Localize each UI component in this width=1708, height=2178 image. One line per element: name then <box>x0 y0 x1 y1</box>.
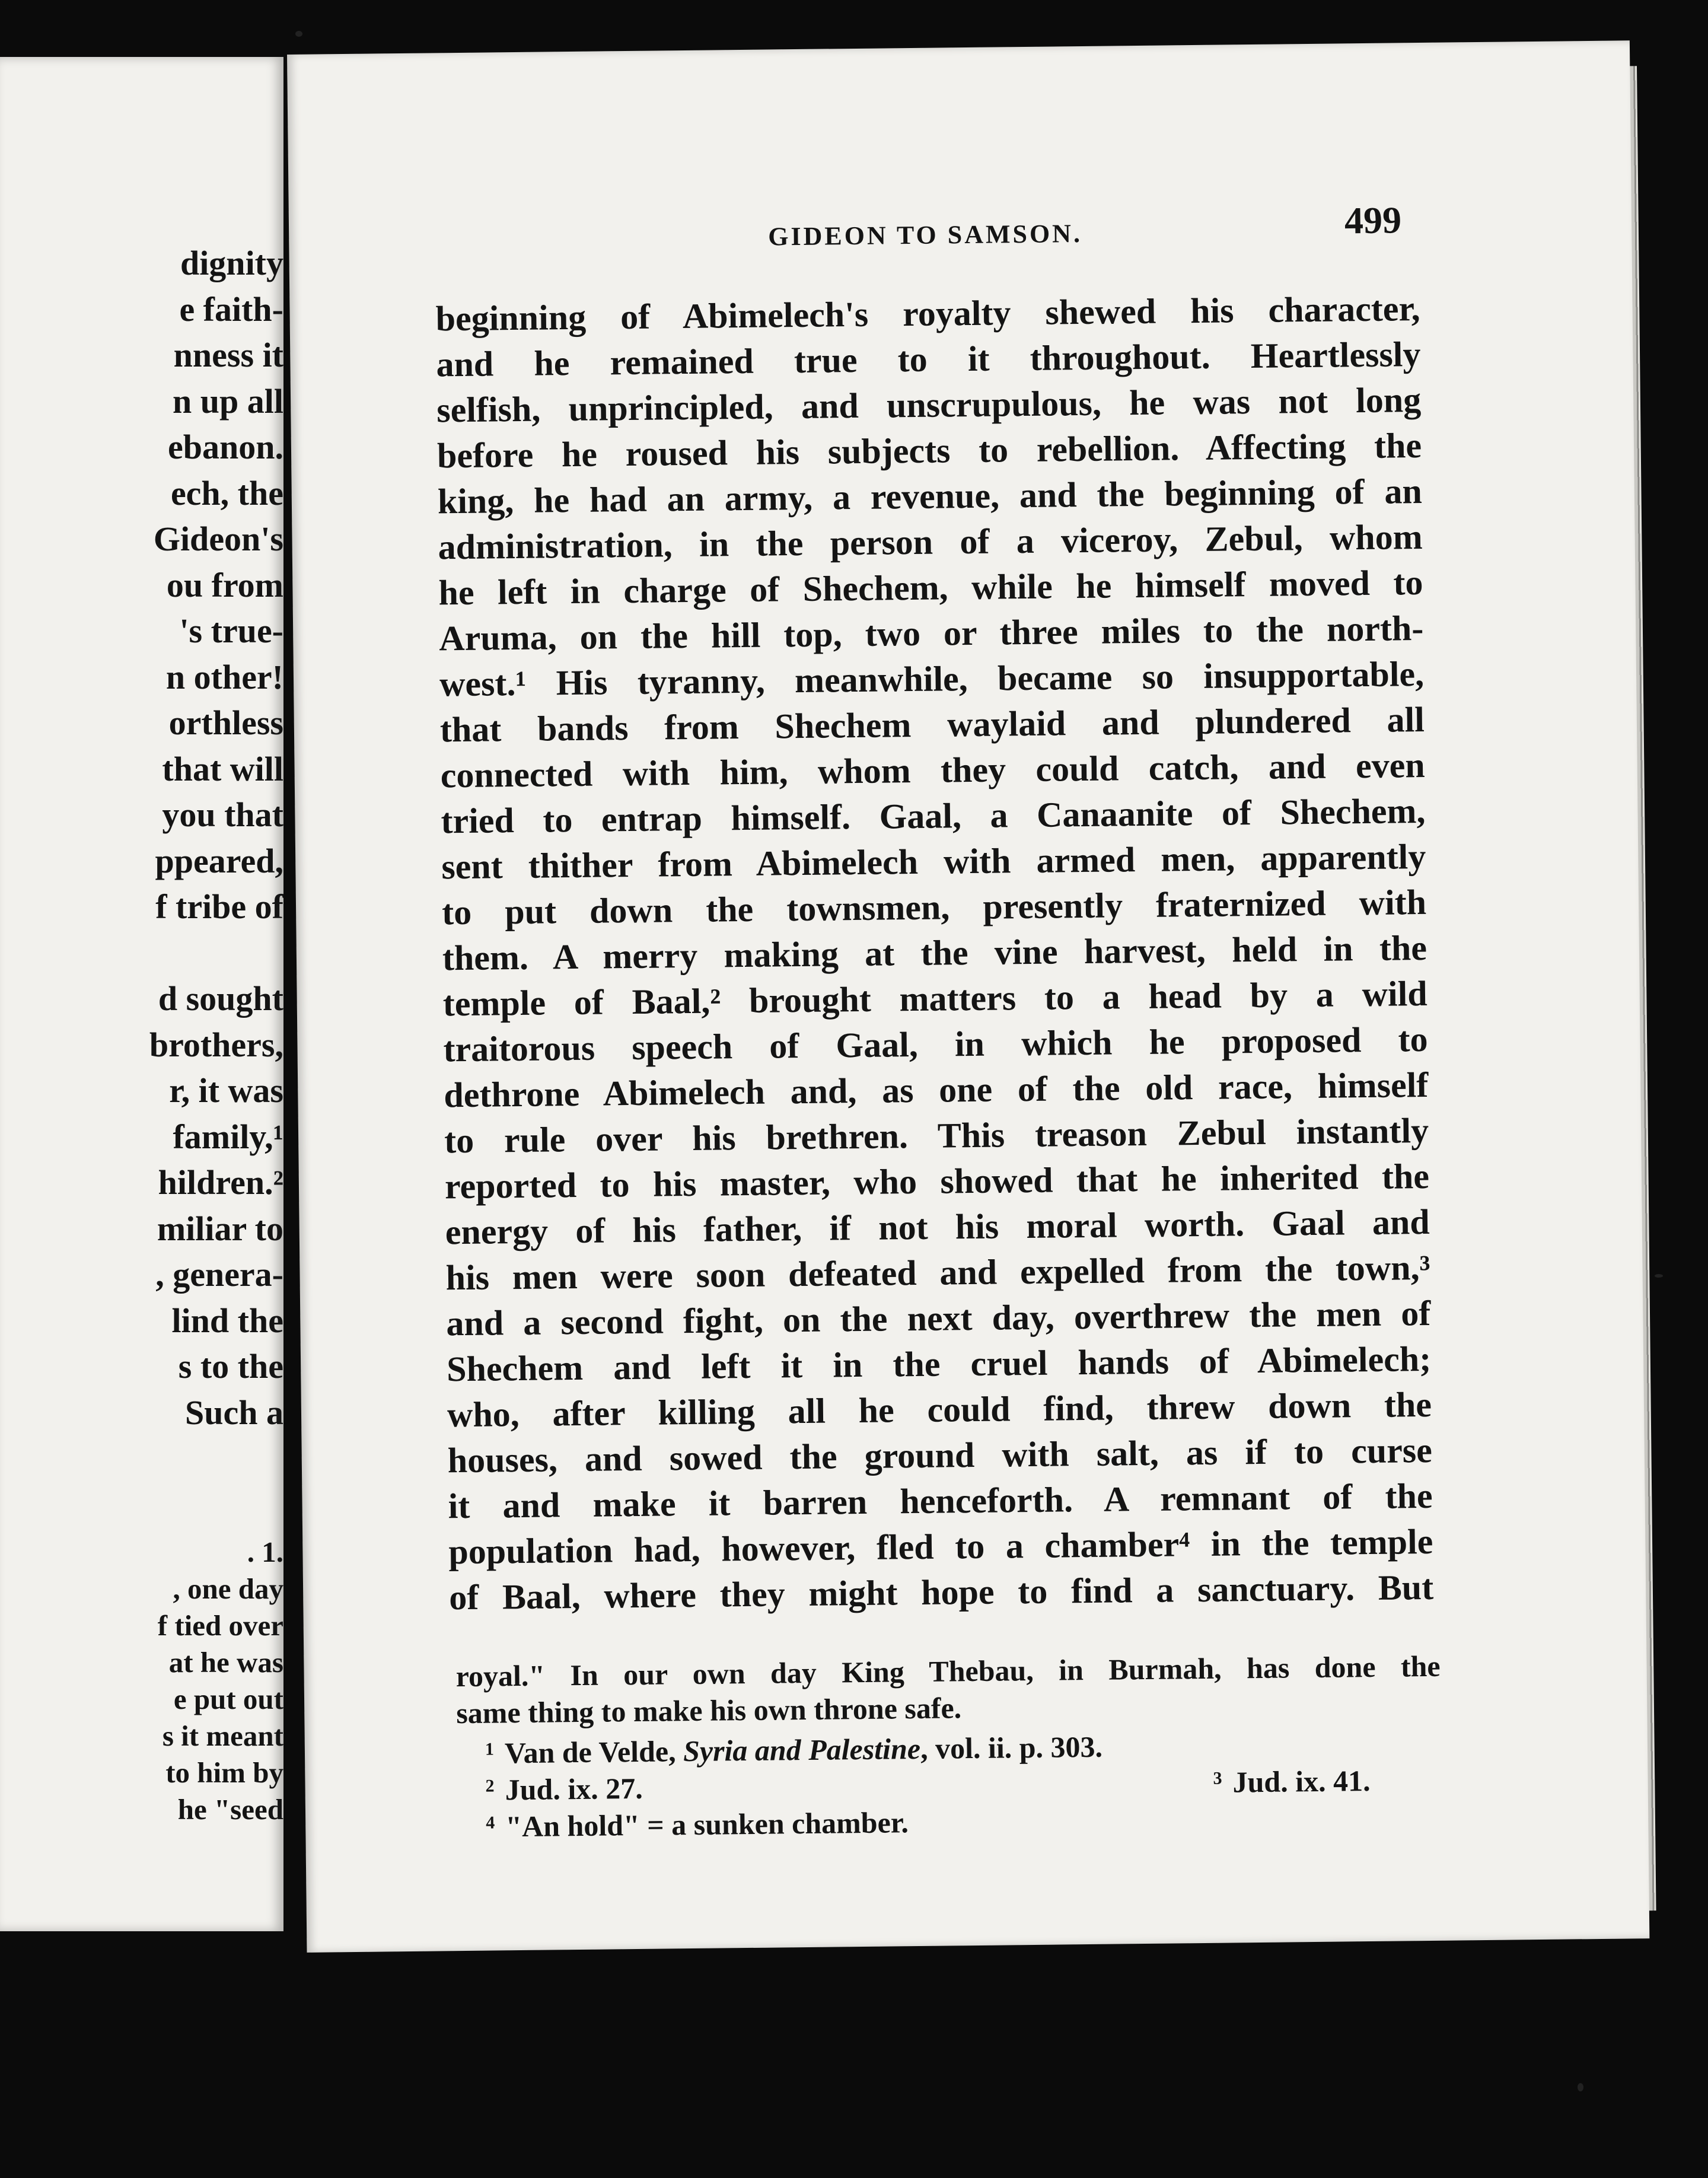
left-body-line: family,¹ <box>173 1117 283 1156</box>
left-note-line: he "seed <box>177 1793 283 1826</box>
body-line: Aruma, on the hill top, two or three miles to the north- <box>438 608 1424 658</box>
left-note-line: e put out <box>173 1683 283 1715</box>
body-line: Shechem and left it in the cruel hands of Abimelech; <box>446 1339 1432 1389</box>
body-line: reported to his master, who showed that he inherited the <box>444 1156 1430 1206</box>
body-line: traitorous speech of Gaal, in which he proposed to <box>443 1019 1428 1069</box>
footnote-continued-line: royal." In our own day King Thebau, in Burmah, has done the <box>455 1649 1441 1693</box>
left-body-line: n up all <box>173 381 283 421</box>
footnote-1-marker: 1 <box>485 1739 495 1759</box>
footnote-3 <box>1213 1759 1371 1801</box>
left-body-line: Gideon's <box>153 520 283 558</box>
footnote-continued-line: same thing to make his own throne safe. <box>456 1691 962 1730</box>
left-note-line: to him by <box>165 1756 283 1789</box>
left-body-line: orthless <box>168 703 283 742</box>
left-body-line: e faith- <box>179 289 283 329</box>
left-note-line: , one day <box>173 1572 283 1605</box>
left-body-line: r, it was <box>169 1071 283 1110</box>
body-line: selfish, unprincipled, and unscrupulous, he was not long <box>436 380 1422 430</box>
body-line: before he roused his subjects to rebellion. Affecting the <box>436 426 1422 476</box>
left-body-line: lind the <box>171 1301 283 1340</box>
right-page <box>287 40 1649 1953</box>
page-number: 499 <box>1344 199 1402 242</box>
left-body-line: d sought <box>158 979 283 1018</box>
body-line: his men were soon defeated and expelled from the town,³ <box>445 1247 1430 1298</box>
body-line: that bands from Shechem waylaid and plundered all <box>439 699 1425 750</box>
body-line: who, after killing all he could find, threw down the <box>447 1384 1432 1435</box>
footnote-2-marker: 2 <box>485 1776 495 1796</box>
footnote-4-marker: 4 <box>486 1813 495 1833</box>
left-body-line: ebanon. <box>167 428 283 466</box>
scan-speck <box>295 31 302 37</box>
left-body-line: n other! <box>165 657 283 696</box>
body-line: dethrone Abimelech and, as one of the old race, himself <box>444 1065 1429 1115</box>
footnote-1-title: Syria and Palestine <box>683 1731 921 1768</box>
body-line: administration, in the person of a viceroy, Zebul, whom <box>438 517 1423 567</box>
footnote-3-marker: 3 <box>1213 1768 1222 1788</box>
left-body-line: 's true- <box>179 612 283 650</box>
footnote-1-text: Van de Velde, <box>504 1734 684 1770</box>
footnote-4-text: "An hold" = a sunken chamber. <box>505 1806 909 1843</box>
body-line: beginning of Abimelech's royalty shewed his character, <box>435 289 1420 339</box>
running-head: GIDEON TO SAMSON. <box>768 218 1083 251</box>
body-line: connected with him, whom they could catch, and even <box>440 745 1425 795</box>
left-body-line: ou from <box>166 565 283 604</box>
footnote-3-text: Jud. ix. 41. <box>1232 1764 1371 1799</box>
body-line: sent thither from Abimelech with armed men, apparently <box>441 836 1426 887</box>
left-body-line: ppeared, <box>155 841 283 880</box>
body-line: energy of his father, if not his moral worth. Gaal and <box>445 1202 1430 1252</box>
left-body-line: Such a <box>184 1393 283 1432</box>
left-note-line: s it meant <box>162 1720 283 1752</box>
body-line: west.¹ His tyranny, meanwhile, became so insupportable, <box>439 654 1425 704</box>
left-body-line: brothers, <box>149 1025 283 1064</box>
body-line: to rule over his brethren. This treason Zebul instantly <box>444 1110 1429 1161</box>
body-line: he left in charge of Shechem, while he himself moved to <box>438 562 1423 613</box>
left-body-line: you that <box>162 795 283 834</box>
body-line: tried to entrap himself. Gaal, a Canaanite of Shechem, <box>441 791 1426 841</box>
left-body-line: f tribe of <box>155 887 283 926</box>
left-page <box>0 57 283 1931</box>
body-line: and a second fight, on the next day, overthrew the men of <box>446 1293 1431 1343</box>
body-line: population had, however, fled to a chamber⁴ in the temple <box>448 1521 1433 1572</box>
left-body-line: ech, the <box>170 473 283 512</box>
body-line: to put down the townsmen, presently fraternized with <box>441 882 1427 932</box>
left-body-line: dignity <box>180 244 283 282</box>
left-body-line: miliar to <box>157 1209 283 1248</box>
body-line: king, he had an army, a revenue, and the beginning of an <box>437 472 1423 521</box>
left-note-line: . 1. <box>247 1536 283 1568</box>
body-line: and he remained true to it throughout. Heartlessly <box>436 335 1421 384</box>
left-body-line: that will <box>162 749 283 788</box>
left-body-line: s to the <box>178 1347 283 1386</box>
body-text <box>435 286 1433 1620</box>
footnote-1-rest: , vol. ii. p. 303. <box>920 1730 1103 1765</box>
body-line: it and make it barren henceforth. A remnant of the <box>448 1476 1433 1526</box>
body-line: of Baal, where they might hope to find a sanctuary. But <box>448 1567 1434 1617</box>
body-line: houses, and sowed the ground with salt, as if to curse <box>447 1430 1433 1480</box>
left-body-line: nness it <box>173 336 283 374</box>
footnote-2-text: Jud. ix. 27. <box>505 1771 643 1807</box>
left-body-line: , genera- <box>155 1255 283 1294</box>
scan-speck <box>1578 2083 1583 2091</box>
left-note-line: at he was <box>168 1646 283 1679</box>
body-line: them. A merry making at the vine harvest, held in the <box>442 928 1427 978</box>
left-note-line: f tied over <box>157 1609 283 1642</box>
body-line: temple of Baal,² brought matters to a head by a wild <box>442 973 1428 1024</box>
scan-speck <box>1655 1274 1663 1278</box>
footnotes <box>455 1648 1442 1842</box>
left-body-line: hildren.² <box>158 1163 283 1202</box>
